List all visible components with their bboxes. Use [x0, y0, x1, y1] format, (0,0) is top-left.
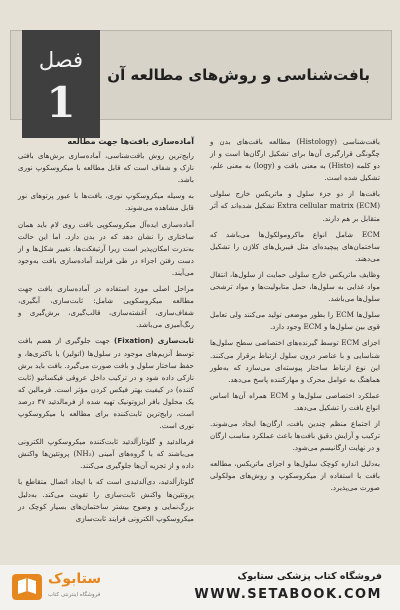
- paragraph: سلول‌ها ECM را بطور موضعی تولید می‌کنند ولی تعامل قوی بین سلول‌ها و ECM وجود دارد.: [210, 310, 380, 332]
- paragraph: ECM شامل انواع ماکرومولکول‌ها می‌باشد که ساختمان‌های پیچیده‌ای مثل فیبریل‌های کلاژن را تشکیل می‌دهند.: [210, 229, 380, 263]
- paragraph: به وسیله میکروسکوپ نوری، بافت‌ها با عبور پرتوهای نور قابل مشاهده می‌شوند.: [18, 191, 194, 213]
- paragraph: عملکرد اختصاصی سلول‌ها و ECM همراه آن‌ها اساس انواع بافت را تشکیل می‌دهد.: [210, 390, 380, 412]
- book-logo-icon: [10, 570, 44, 604]
- section-heading: آماده‌سازی بافت‌ها جهت مطالعه: [67, 137, 194, 146]
- footer-banner: [0, 565, 400, 610]
- paragraph: بافت‌شناسی (Histology) مطالعه بافت‌های بدن و چگونگی قرارگیری آن‌ها برای تشکیل ارگان‌ها است و از دو کلمه (Histo) به معنی بافت و (logy) به معنی علم، تشکیل شده است.: [210, 137, 381, 183]
- paragraph: به‌دلیل اندازه کوچک سلول‌ها و اجزای ماتریکس، مطالعه بافت با استفاده از میکروسکوپ و روش‌های مولکولی صورت می‌پذیرد.: [210, 459, 380, 493]
- paragraph: آماده‌سازی ایده‌آل میکروسکوپی بافت روی لام باید همان ساختاری را نشان دهد که در بدن دارد. اما این حالت به‌ندرت امکان‌پذیر است زیرا آرتیفکت‌ها، تغییر شکل‌ها و از دست رفتن اجزاء در طی فرایند آماده‌سازی بافت به‌وجود می‌آیند.: [18, 219, 194, 277]
- paragraph: مراحل اصلی مورد استفاده در آماده‌سازی بافت جهت مطالعه میکروسکوپی شامل: ثابت‌سازی، آبگیری، شفاف‌سازی، آغشته‌سازی، قالب‌گیری، برش‌گیری و رنگ‌آمیزی می‌باشد.: [18, 284, 194, 330]
- store-name: فروشگاه کتاب پزشکی ستابوک: [237, 571, 382, 582]
- paragraph: فرمالدئید و گلوتارآلدئید ثابت‌کننده میکروسکوپ الکترونی می‌باشند که با گروه‌های آمینی (NH₂) پروتئین‌ها واکنش داده و از تجزیه آن‌ها جلوگیری می‌کنند.: [18, 437, 194, 471]
- paragraph: بافت‌ها از دو جزء سلول و ماتریکس خارج سلولی (ECM) Extra cellular matrix تشکیل شده‌اند که آثر متقابل بر هم دارند.: [210, 189, 381, 223]
- left-column: [18, 136, 194, 529]
- logo-tagline: فروشگاه اینترنتی کتاب: [48, 592, 101, 598]
- website-link[interactable]: WWW.SETABOOK.COM: [194, 587, 382, 602]
- chapter-title: بافت‌شناسی و روش‌های مطالعه آن: [107, 66, 370, 84]
- chapter-badge: [22, 30, 100, 138]
- paragraph: اجزای ECM توسط گیرنده‌های اختصاصی سطح سلول‌ها شناسایی و با عناصر درون سلول ارتباط برقرار می‌کنند. این نوع ارتباط ساختار پیوسته‌ای می‌سازد که به‌طور هماهنگ به عوامل محرک و مهارکننده پاسخ می‌دهد.: [210, 338, 380, 384]
- logo-wordmark: ستابوک: [48, 571, 102, 587]
- fixation-paragraph: [18, 335, 194, 432]
- chapter-word: فصل: [38, 48, 84, 72]
- paragraph: گلوتارآلدئید، دی‌آلدئیدی است که با ایجاد اتصال متقاطع با پروتئین‌ها واکنش ثابت‌سازی را تقویت می‌کند. به‌دلیل بزرگ‌نمایی و وضوح بیشتر ساختمان‌های بسیار کوچک در میکروسکوپ الکترونی فرایند ثابت‌سازی: [18, 477, 194, 523]
- fixation-label: ثابت‌سازی (Fixation): [114, 336, 194, 346]
- right-column: [210, 136, 380, 499]
- paragraph: وظایف ماتریکس خارج سلولی حمایت از سلول‌ها، انتقال مواد غذایی به سلول‌ها، حمل متابولیت‌ها و مواد ترشحی سلول‌ها می‌باشد.: [210, 269, 380, 304]
- paragraph: رایج‌ترین روش بافت‌شناسی، آماده‌سازی برش‌های بافتی نازک و شفاف است که قابل مطالعه با میکروسکوپ نوری باشد.: [18, 151, 194, 185]
- fixation-text: جهت جلوگیری از هضم بافت توسط آنزیم‌های موجود در سلول‌ها (اتولیز) یا باکتری‌ها، و حفظ ساختار سلول و بافت صورت می‌گیرد. بافت باید برش نازکی داده شود و در ترکیب داخل عروقی فیکساتیو (ثابت کننده) در کیفیت بهتر فیکس کردن مؤثر است. فرمالین که یک محلول بافر ایزوتونیک تهیه شده از فرمالدئید ۳۷ درصد است، رایج‌ترین ثابت‌کننده برای مطالعه با میکروسکوپ نوری است.: [18, 336, 194, 431]
- chapter-number: 1: [46, 78, 76, 127]
- paragraph: از اجتماع منظم چندین بافت، ارگان‌ها ایجاد می‌شوند. ترکیب و آرایش دقیق بافت‌ها باعث عملکرد مناسب ارگان و در نهایت ارگانیسم می‌شود.: [210, 418, 380, 453]
